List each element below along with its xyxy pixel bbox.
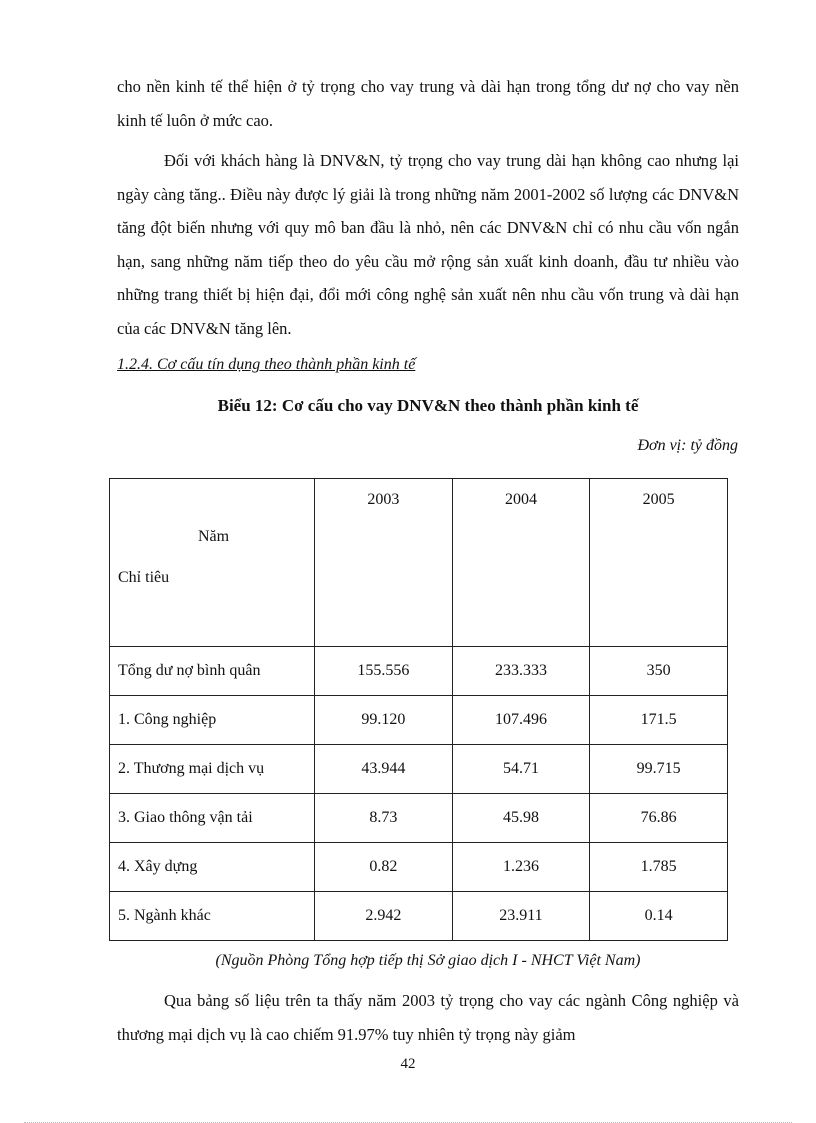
cell-value: 99.120	[314, 696, 452, 745]
table-row	[110, 843, 728, 892]
cell-value: 0.82	[314, 843, 452, 892]
paragraph-dnvn-medium-long-term: Đối với khách hàng là DNV&N, tỷ trọng cho vay trung dài hạn không cao nhưng lại ngày càng tăng.. Điều này được lý giải là trong những năm 2001-2002 số lượng các DNV&N tăng đột biến nhưng với quy mô ban đầu là nhỏ, nên các DNV&N chỉ có nhu cầu vốn ngắn hạn, sang những năm tiếp theo do yêu cầu mở rộng sản xuất kinh doanh, đầu tư nhiều vào những trang thiết bị hiện đại, đổi mới công nghệ sản xuất nên nhu cầu vốn trung và dài hạn của các DNV&N tăng lên.	[117, 151, 739, 338]
table-corner-cell	[110, 479, 315, 647]
table-source-note: (Nguồn Phòng Tổng hợp tiếp thị Sở giao dịch I - NHCT Việt Nam)	[215, 952, 641, 969]
cell-value: 45.98	[452, 794, 590, 843]
cell-value: 23.911	[452, 892, 590, 941]
year-header-2005: 2005	[590, 479, 728, 647]
cell-value: 0.14	[590, 892, 728, 941]
cell-value: 233.333	[452, 647, 590, 696]
cell-value: 8.73	[314, 794, 452, 843]
cell-value: 54.71	[452, 745, 590, 794]
loan-structure-table	[109, 478, 728, 941]
table-title: Biểu 12: Cơ cấu cho vay DNV&N theo thành phần kinh tế	[217, 396, 639, 415]
paragraph-analysis: Qua bảng số liệu trên ta thấy năm 2003 tỷ trọng cho vay các ngành Công nghiệp và thương mại dịch vụ là cao chiếm 91.97% tuy nhiên tỷ trọng này giảm	[117, 991, 739, 1044]
year-header-2003: 2003	[314, 479, 452, 647]
cell-value: 99.715	[590, 745, 728, 794]
corner-label-indicator: Chỉ tiêu	[118, 569, 170, 586]
row-label: 1. Công nghiệp	[110, 696, 315, 745]
section-heading: 1.2.4. Cơ cấu tín dụng theo thành phần kinh tế	[117, 356, 416, 373]
cell-value: 155.556	[314, 647, 452, 696]
table-row	[110, 794, 728, 843]
cell-value: 350	[590, 647, 728, 696]
row-label: 3. Giao thông vận tải	[110, 794, 315, 843]
cell-value: 2.942	[314, 892, 452, 941]
cell-value: 107.496	[452, 696, 590, 745]
page-number: 42	[400, 1056, 416, 1072]
cell-value: 1.785	[590, 843, 728, 892]
table-header-row	[110, 479, 728, 647]
row-label: 2. Thương mại dịch vụ	[110, 745, 315, 794]
year-header-2004: 2004	[452, 479, 590, 647]
table-row	[110, 892, 728, 941]
cell-value: 76.86	[590, 794, 728, 843]
cell-value: 1.236	[452, 843, 590, 892]
table-row	[110, 745, 728, 794]
corner-label-year: Năm	[198, 528, 230, 545]
row-label: 5. Ngành khác	[110, 892, 315, 941]
table-row	[110, 647, 728, 696]
cell-value: 43.944	[314, 745, 452, 794]
paragraph-continuation: cho nền kinh tế thể hiện ở tỷ trọng cho vay trung và dài hạn trong tổng dư nợ cho vay nền kinh tế luôn ở mức cao.	[117, 77, 739, 130]
unit-note: Đơn vị: tỷ đồng	[637, 437, 738, 454]
row-label: Tổng dư nợ bình quân	[110, 647, 315, 696]
row-label: 4. Xây dựng	[110, 843, 315, 892]
cell-value: 171.5	[590, 696, 728, 745]
table-row	[110, 696, 728, 745]
